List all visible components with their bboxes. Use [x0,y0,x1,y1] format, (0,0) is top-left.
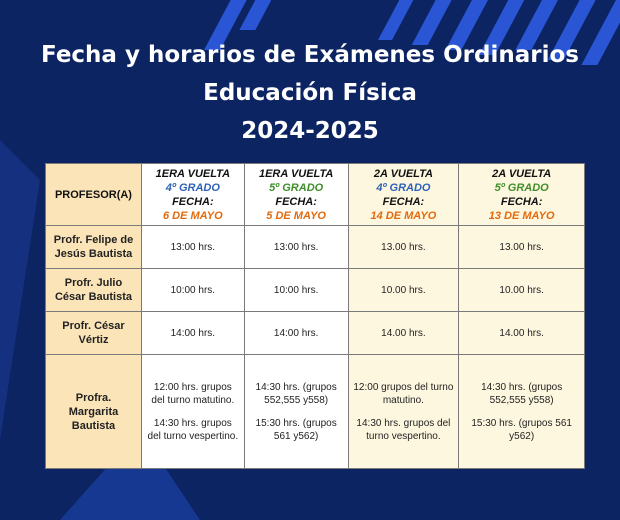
title-line-3: 2024-2025 [241,118,379,144]
col-fecha: 13 DE MAYO [488,209,555,222]
header-col-1 [141,164,244,226]
header-col-2 [244,164,348,226]
schedule-cell: 10:00 hrs. [244,269,348,312]
schedule-entry: 14:30 hrs. (grupos 552,555 y558) [481,381,563,406]
schedule-cell: 10:00 hrs. [141,269,244,312]
schedule-cell: 13:00 hrs. [141,226,244,269]
schedule-cell: 13.00 hrs. [348,226,459,269]
title-line-2: Educación Física [203,80,417,106]
schedule-entry: 14:30 hrs. grupos del turno vespertino. [356,417,451,442]
schedule-cell: 14.00 hrs. [459,312,585,355]
exam-schedule-table [45,163,585,469]
col-fecha-label: FECHA: [382,195,425,208]
col-fecha: 6 DE MAYO [162,209,223,222]
col-fecha-label: FECHA: [172,195,214,208]
col-vuelta: 1ERA VUELTA [258,167,334,180]
header-professor: PROFESOR(A) [46,164,142,226]
schedule-entry: 12:00 hrs. grupos del turno matutino. [151,381,235,406]
professor-name: Profr. Felipe de Jesús Bautista [46,226,142,269]
professor-name: Profr. Julio César Bautista [46,269,142,312]
schedule-entry: 14:30 hrs. (grupos 552,555 y558) [255,381,337,406]
schedule-cell [459,355,585,469]
decorative-shard-left [0,140,40,440]
professor-name: Profr. César Vértiz [46,312,142,355]
table-header-row [46,164,585,226]
schedule-entry: 14:30 hrs. grupos del turno vespertino. [147,417,239,442]
professor-name: Profra. Margarita Bautista [46,355,142,469]
schedule-cell [244,355,348,469]
col-vuelta: 2A VUELTA [373,167,433,180]
schedule-entry: 15:30 hrs. (grupos 561 y562) [471,417,572,442]
col-grado: 5º GRADO [494,181,549,194]
header-col-3 [348,164,459,226]
col-grado: 5º GRADO [269,181,324,194]
col-grado: 4º GRADO [376,181,431,194]
col-grado: 4º GRADO [165,181,220,194]
schedule-cell: 13:00 hrs. [244,226,348,269]
col-fecha-label: FECHA: [275,195,317,208]
header-col-4 [459,164,585,226]
col-fecha: 5 DE MAYO [266,209,326,222]
schedule-cell [348,355,459,469]
table-row [46,226,585,269]
schedule-cell: 10.00 hrs. [348,269,459,312]
schedule-cell [141,355,244,469]
schedule-cell: 10.00 hrs. [459,269,585,312]
col-fecha: 14 DE MAYO [370,209,437,222]
schedule-cell: 13.00 hrs. [459,226,585,269]
page-title [0,40,620,148]
schedule-entry: 15:30 hrs. (grupos 561 y562) [255,417,337,442]
schedule-cell: 14:00 hrs. [141,312,244,355]
table-row [46,355,585,469]
schedule-cell: 14:00 hrs. [244,312,348,355]
col-vuelta: 2A VUELTA [492,167,552,180]
table-row [46,269,585,312]
schedule-cell: 14.00 hrs. [348,312,459,355]
table-row [46,312,585,355]
title-line-1: Fecha y horarios de Exámenes Ordinarios [41,42,579,68]
col-fecha-label: FECHA: [500,195,543,208]
col-vuelta: 1ERA VUELTA [155,167,231,180]
schedule-entry: 12:00 grupos del turno matutino. [353,381,454,406]
